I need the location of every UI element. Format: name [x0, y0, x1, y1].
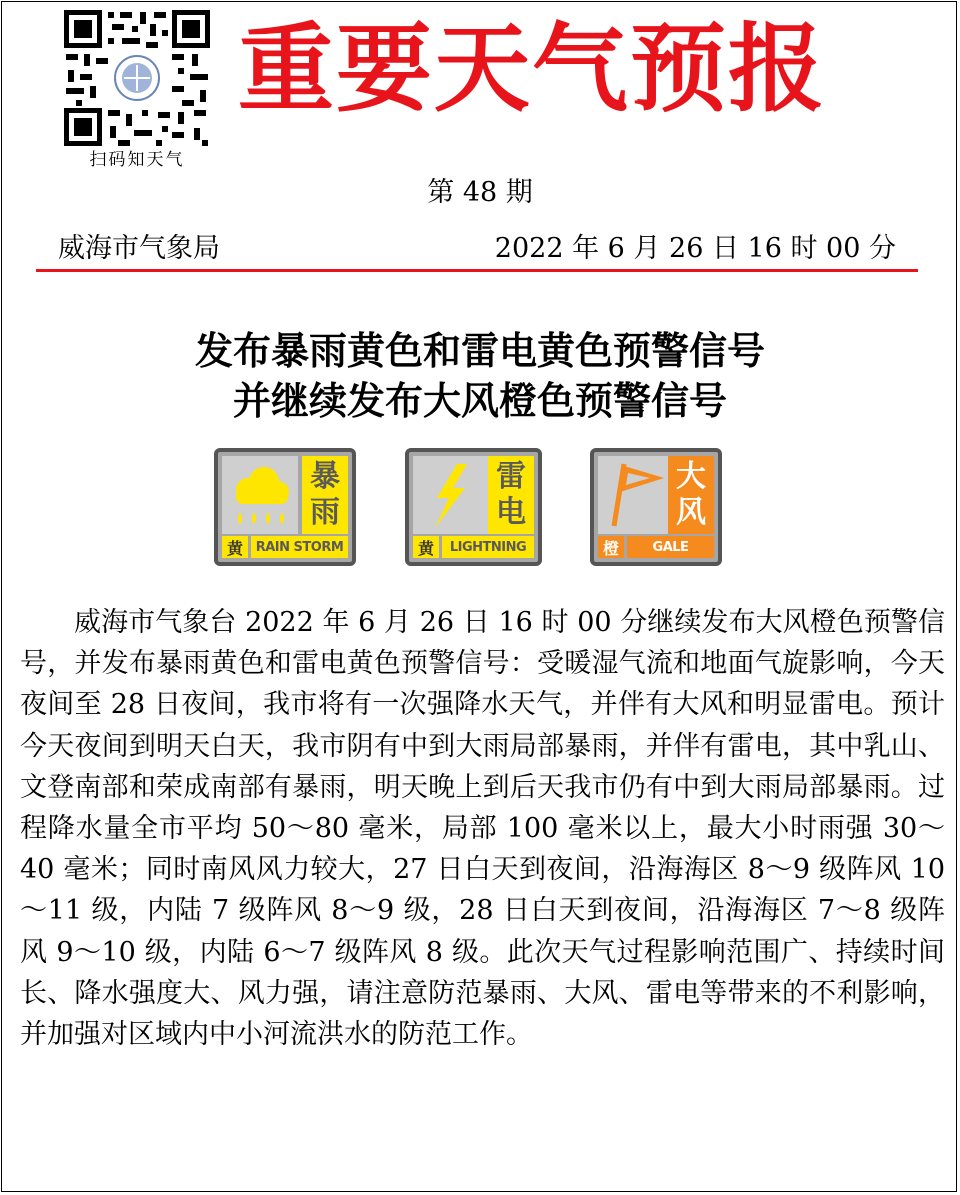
rainstorm-yellow-signal	[214, 448, 356, 566]
signal-english-name: LIGHTNING	[442, 536, 534, 558]
document-title: 重要天气预报	[238, 12, 826, 125]
headline-line-2: 并继续发布大风橙色预警信号	[232, 378, 727, 423]
signal-label-bar	[598, 536, 714, 558]
issuing-bureau: 威海市气象局	[58, 233, 220, 264]
signal-level: 橙	[598, 536, 624, 558]
issue-datetime: 2022 年 6 月 26 日 16 时 00 分	[494, 233, 896, 264]
signal-english-name: RAIN STORM	[251, 536, 348, 558]
forecast-body: 威海市气象台 2022 年 6 月 26 日 16 时 00 分继续发布大风橙色预警信号，并发布暴雨黄色和雷电黄色预警信号：受暖湿气流和地面气旋影响，今天夜间至 28 日夜间，我市将有一次强降水天气，并伴有大风和明显雷电。预计今天夜间到明天白天，我市阴有中到大雨局部暴雨，并伴有雷电，其中乳山、文登南部和荣成南部有暴雨，明天晚上到后天我市仍有中到大雨局部暴雨。过程降水量全市平均 50～80 毫米，局部 100 毫米以上，最大小时雨强 30～40 毫米；同时南风风力较大，27 日白天到夜间，沿海海区 8～9 级阵风 10～11 级，内陆 7 级阵风 8～9 级，28 日白天到夜间，沿海海区 7～8 级阵风 9～10 级，内陆 6～7 级阵风 8 级。此次天气过程影响范围广、持续时间长、降水强度大、风力强，请注意防范暴雨、大风、雷电等带来的不利影响，并加强对区域内中小河流洪水的防范工作。	[20, 607, 945, 1051]
signal-english-name: GALE	[627, 536, 714, 558]
issue-number: 第 48 期	[427, 177, 533, 208]
qr-caption: 扫码知天气	[89, 150, 185, 170]
signal-level: 黄	[222, 536, 248, 558]
signal-chars: 暴 雨	[302, 456, 348, 534]
headline-line-1: 发布暴雨黄色和雷电黄色预警信号	[194, 328, 765, 373]
qr-code[interactable]	[62, 8, 212, 148]
lightning-bolt-icon	[413, 456, 489, 534]
header-divider	[36, 269, 918, 272]
signal-level: 黄	[413, 536, 439, 558]
signal-label-bar	[222, 536, 348, 558]
rain-cloud-icon	[222, 456, 298, 534]
gale-orange-signal	[590, 448, 722, 566]
signal-chars: 大 风	[668, 456, 714, 534]
signal-label-bar	[413, 536, 534, 558]
wind-flag-icon	[598, 456, 674, 534]
signal-chars: 雷 电	[488, 456, 534, 534]
lightning-yellow-signal	[405, 448, 542, 566]
